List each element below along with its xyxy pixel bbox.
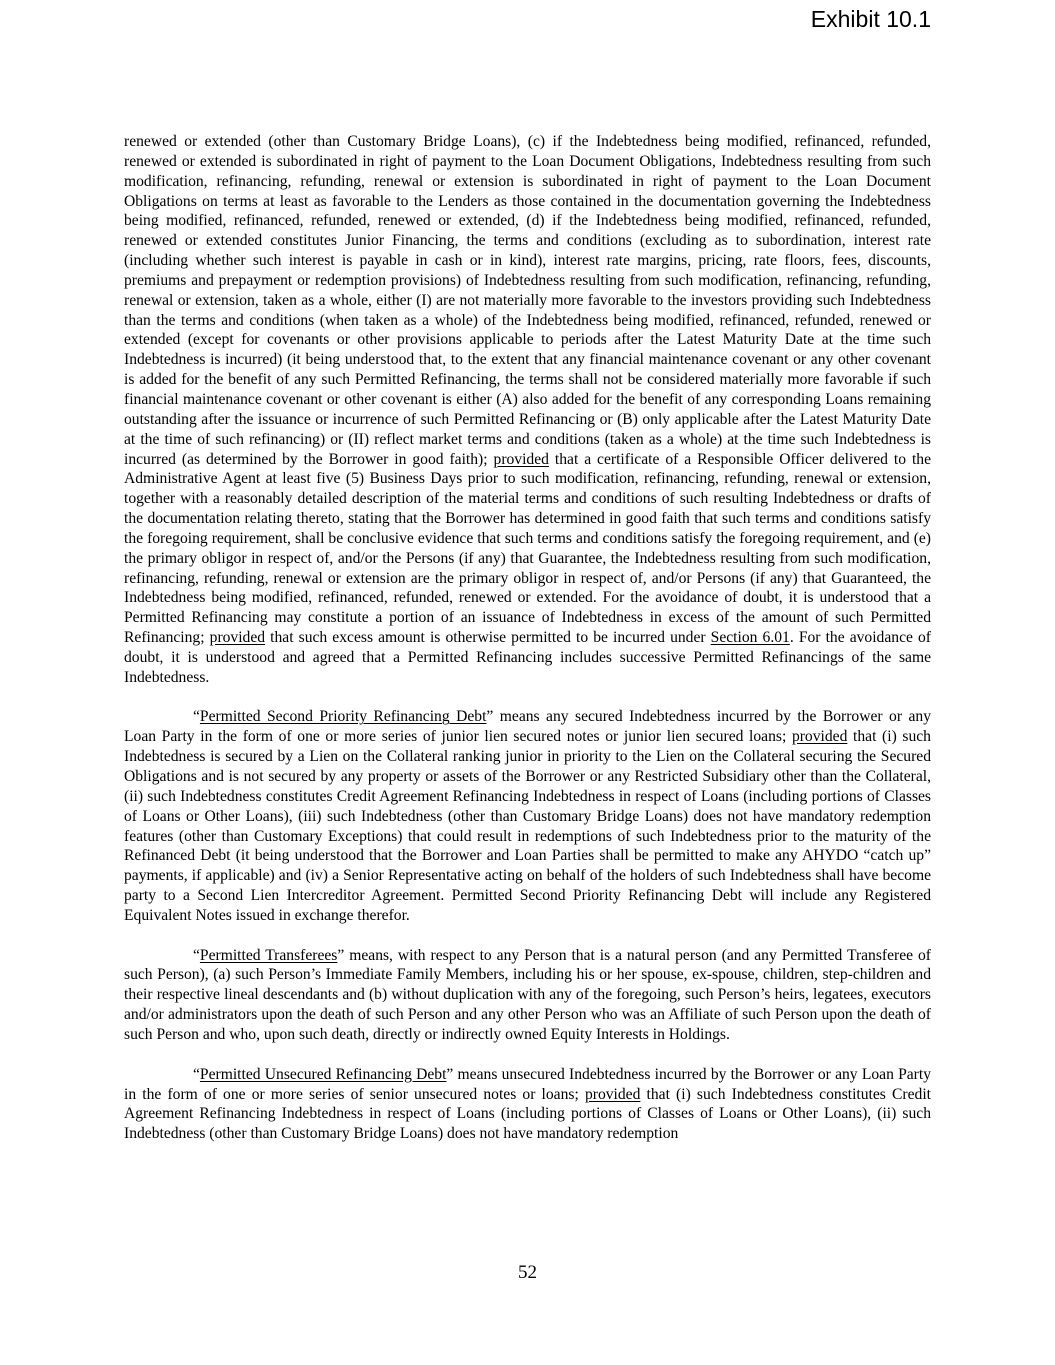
definition-permitted-second-priority-refinancing-debt [124,707,931,925]
provided-term: provided [791,728,848,746]
open-quote: “ [193,708,200,726]
page-number: 52 [518,1262,537,1283]
document-body [124,132,931,1144]
provided-term: provided [209,629,266,647]
provided-term: provided [493,450,549,468]
provided-term: provided [584,1085,641,1103]
defined-term: Permitted Unsecured Refinancing Debt [199,1065,447,1083]
section-reference: Section 6.01 [710,629,790,647]
paragraph-text: renewed or extended (other than Customary Bridge Loans), (c) if the Indebtedness being modified, refinanced, refunded, renewed or extended is subordinated in right of payment to the Loan Document Obligations, Indebtedness resulting from such modification, refinancing, refunding, renewal or extension is subordinated in right of payment to the Loan Document Obligations on terms at least as favorable to the Lenders as those contained in the documentation governing the Indebtedness being modified, refinanced, refunded, renewed or extended, (d) if the Indebtedness being modified, refinanced, refunded, renewed or extended constitutes Junior Financing, the terms and conditions (excluding as to subordination, interest rate (including whether such interest is payable in cash or in kind), interest rate margins, pricing, rate floors, fees, discounts, premiums and prepayment or redemption provisions) of Indebtedness resulting from such modification, refinancing, refunding, renewal or extension, taken as a whole, either (I) are not materially more favorable to the investors providing such Indebtedness than the terms and conditions (when taken as a whole) of the Indebtedness being modified, refinanced, refunded, renewed or extended (except for covenants or other provisions applicable to periods after the Latest Maturity Date at the time such Indebtedness is incurred) (it being understood that, to the extent that any financial maintenance covenant or any other covenant is added for the benefit of any such Permitted Refinancing, the terms shall not be considered materially more favorable if such financial maintenance covenant or other covenant is either (A) also added for the benefit of any corresponding Loans remaining outstanding after the issuance or incurrence of such Permitted Refinancing or (B) only applicable after the Latest Maturity Date at the time of such refinancing) or (II) reflect market terms and conditions (taken as a whole) at the time such Indebtedness is incurred (as determined by the Borrower in good faith); [124,133,931,468]
open-quote: “ [193,1065,200,1083]
paragraph-text: that such excess amount is otherwise permitted to be incurred under [265,629,711,647]
paragraph-text: ” means unsecured Indebtedness incurred by the Borrower or any Loan Party in the form of one or more series of senior unsecured notes or loans; [124,1065,931,1103]
paragraph-text: that (i) such Indebtedness is secured by a Lien on the Collateral ranking junior in priority to the Lien on the Collateral securing the Secured Obligations and is not secured by any property or assets of the Borrower or any Restricted Subsidiary other than the Collateral, (ii) such Indebtedness constitutes Credit Agreement Refinancing Indebtedness in respect of Loans (including portions of Classes of Loans or Other Loans), (iii) such Indebtedness (other than Customary Bridge Loans) does not have mandatory redemption features (other than Customary Exceptions) that could result in redemptions of such Indebtedness prior to the maturity of the Refinanced Debt (it being understood that the Borrower and Loan Parties shall be permitted to make any AHYDO “catch up” payments, if applicable) and (iv) a Senior Representative acting on behalf of the holders of such Indebtedness shall have become party to a Second Lien Intercreditor Agreement. Permitted Second Priority Refinancing Debt will include any Registered Equivalent Notes issued in exchange therefor. [124,728,931,924]
paragraph-permitted-refinancing-continued [124,132,931,688]
definition-permitted-transferees [124,946,931,1045]
defined-term: Permitted Transferees [199,946,338,964]
defined-term: Permitted Second Priority Refinancing Debt [199,708,487,726]
paragraph-text: that (i) such Indebtedness constitutes Credit Agreement Refinancing Indebtedness in respect of Loans (including portions of Classes of Loans or Other Loans), (ii) such Indebtedness (other than Customary Bridge Loans) does not have mandatory redemption [124,1085,931,1143]
paragraph-text: ” means any secured Indebtedness incurred by the Borrower or any Loan Party in the form of one or more series of junior lien secured notes or junior lien secured loans; [124,708,931,746]
exhibit-label: Exhibit 10.1 [810,6,931,32]
paragraph-text: . For the avoidance of doubt, it is understood and agreed that a Permitted Refinancing includes successive Permitted Refinancings of the same Indebtedness. [124,629,931,686]
paragraph-text: that a certificate of a Responsible Officer delivered to the Administrative Agent at least five (5) Business Days prior to such modification, refinancing, refunding, renewal or extension, together with a reasonably detailed description of the material terms and conditions of such resulting Indebtedness or drafts of the documentation relating thereto, stating that the Borrower has determined in good faith that such terms and conditions satisfy the foregoing requirement, shall be conclusive evidence that such terms and conditions satisfy the foregoing requirement, and (e) the primary obligor in respect of, and/or the Persons (if any) that Guarantee, the Indebtedness resulting from such modification, refinancing, refunding, renewal or extension are the primary obligor in respect of, and/or Persons (if any) that Guaranteed, the Indebtedness being modified, refinanced, refunded, renewed or extended. For the avoidance of doubt, it is understood that a Permitted Refinancing may constitute a portion of an issuance of Indebtedness in excess of the amount of such Permitted Refinancing; [124,450,931,647]
definition-permitted-unsecured-refinancing-debt [124,1065,931,1144]
paragraph-text: ” means, with respect to any Person that is a natural person (and any Permitted Transferee of such Person), (a) such Person’s Immediate Family Members, including his or her spouse, ex-spouse, children, step-children and their respective lineal descendants and (b) without duplication with any of the foregoing, such Person’s heirs, legatees, executors and/or administrators upon the death of such Person and any other Person who was an Affiliate of such Person upon the death of such Person and who, upon such death, directly or indirectly owned Equity Interests in Holdings. [124,946,931,1043]
open-quote: “ [193,946,200,964]
